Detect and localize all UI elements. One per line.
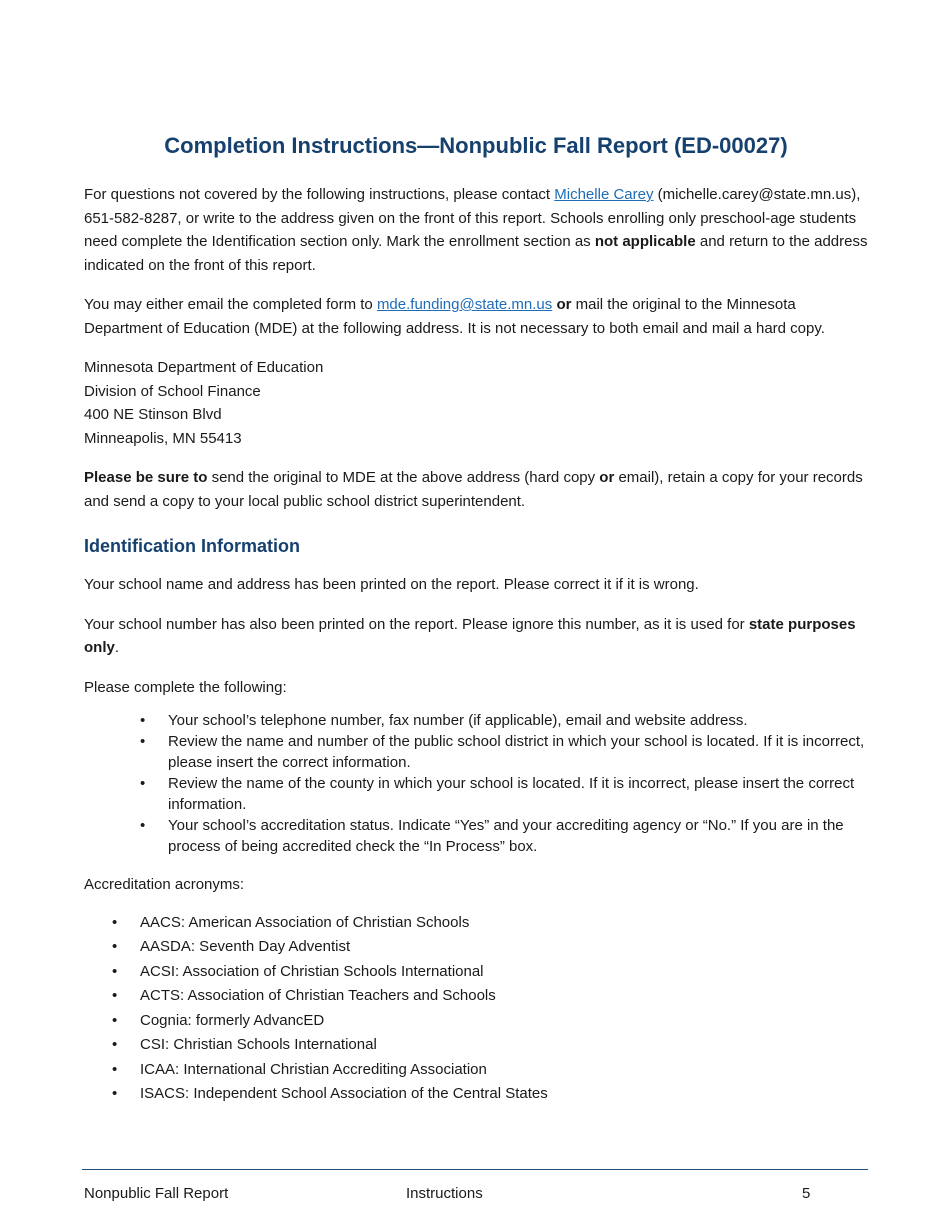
- list-item: • ACTS: Association of Christian Teachers and Schools: [84, 984, 868, 1009]
- identification-p2-bold: state purposes only: [84, 615, 856, 656]
- list-item: • AASDA: Seventh Day Adventist: [84, 935, 868, 960]
- list-item: • AACS: American Association of Christian Schools: [84, 911, 868, 936]
- document-body: [84, 183, 868, 1107]
- submit-bold: or: [556, 296, 572, 313]
- footer-center: Instructions: [406, 1185, 483, 1202]
- identification-p1: Your school name and address has been printed on the report. Please correct it if it is wrong.: [84, 576, 699, 593]
- contact-link[interactable]: Michelle Carey: [554, 186, 654, 203]
- list-item: • Your school’s telephone number, fax number (if applicable), email and website address.: [84, 710, 868, 731]
- submit-paragraph: [84, 293, 868, 340]
- address-line-1: Minnesota Department of Education: [84, 359, 324, 376]
- page-title: Completion Instructions—Nonpublic Fall Report (ED-00027): [164, 133, 788, 158]
- mailing-address: [84, 356, 868, 450]
- reminder-tail: email), retain a copy for your records and send a copy to your local public school district superintendent.: [84, 469, 863, 510]
- page-number: 5: [802, 1185, 811, 1202]
- identification-p2-lead: Your school number has also been printed on the report. Please ignore this number, as it is used for: [84, 615, 749, 633]
- identification-p3: Please complete the following:: [84, 678, 287, 696]
- address-line-4: Minneapolis, MN 55413: [84, 429, 242, 447]
- intro-bold: not applicable: [594, 233, 696, 250]
- identification-p2: [84, 613, 868, 660]
- reminder-mid: send the original to MDE at the above address (hard copy: [207, 469, 600, 486]
- email-link[interactable]: mde.funding@state.mn.us: [376, 296, 553, 313]
- intro-lead: For questions not covered by the following instructions, please contact: [84, 186, 555, 203]
- list-item: • Review the name of the county in which your school is located. If it is incorrect, please insert the correct information.: [84, 773, 868, 815]
- list-item: • ISACS: Independent School Association of the Central States: [84, 1082, 868, 1107]
- reminder-bold: Please be sure to: [84, 469, 208, 486]
- reminder-paragraph: [84, 466, 868, 513]
- identification-p2-tail: .: [114, 639, 120, 656]
- intro-tail: and return to the address indicated on the front of this report.: [84, 233, 868, 274]
- list-item: • Review the name and number of the public school district in which your school is located. If it is incorrect, please insert the correct information.: [84, 731, 868, 773]
- footer-left: Nonpublic Fall Report: [84, 1185, 229, 1202]
- intro-paragraph: [84, 183, 868, 277]
- list-item: • ACSI: Association of Christian Schools International: [84, 960, 868, 985]
- complete-list: [84, 710, 868, 857]
- acronyms-list: [84, 911, 868, 1107]
- footer-divider: [82, 1169, 868, 1170]
- list-item: • CSI: Christian Schools International: [84, 1033, 868, 1058]
- address-line-3: 400 NE Stinson Blvd: [84, 406, 222, 423]
- submit-tail: mail the original to the Minnesota Department of Education (MDE) at the following address. It is not necessary to both email and mail a hard copy.: [84, 296, 825, 337]
- list-item: • ICAA: International Christian Accrediting Association: [84, 1058, 868, 1083]
- intro-mid: (michelle.carey@state.mn.us), 651-582-8287, or write to the address given on the front of this report. Schools enrolling only preschool-age students need complete the Identification section only. Mark the enrollment section as: [84, 186, 861, 250]
- address-line-2: Division of School Finance: [84, 382, 261, 400]
- reminder-bold-2: or: [599, 469, 615, 486]
- section-heading-identification: Identification Information: [84, 536, 300, 556]
- submit-lead: You may either email the completed form to: [84, 296, 377, 313]
- acronyms-label: Accreditation acronyms:: [84, 876, 245, 893]
- list-item: • Cognia: formerly AdvancED: [84, 1009, 868, 1034]
- list-item: • Your school’s accreditation status. Indicate “Yes” and your accrediting agency or “No.” If you are in the process of being accredited check the “In Process” box.: [84, 815, 868, 857]
